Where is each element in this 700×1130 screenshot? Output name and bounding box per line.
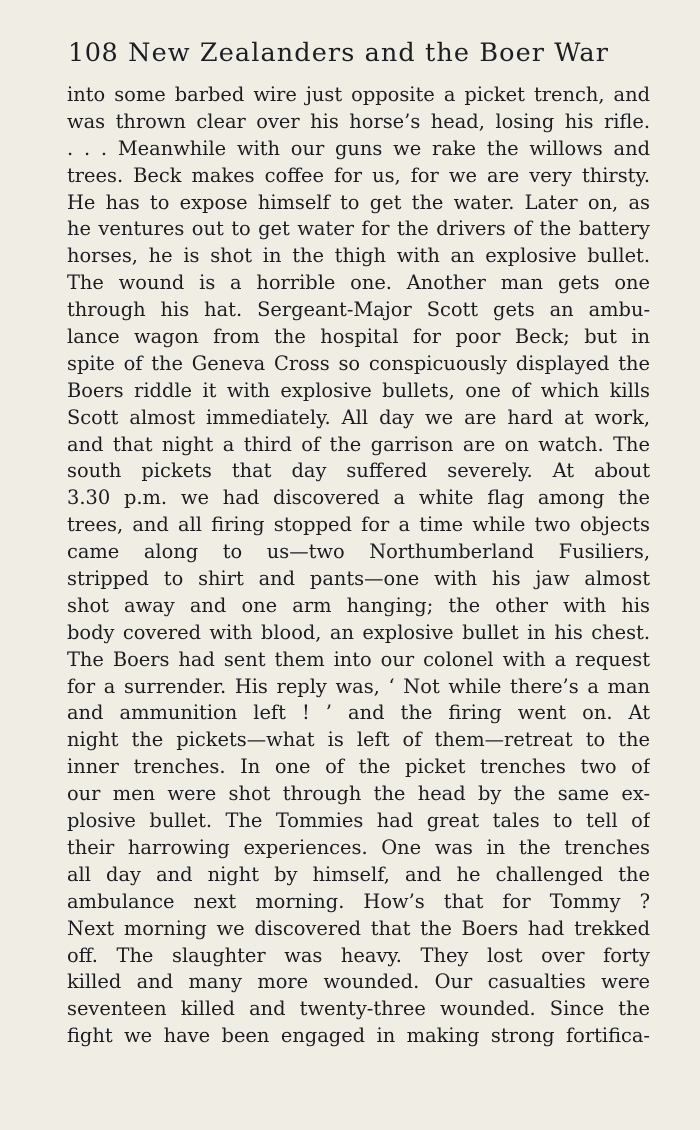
text-line: for a surrender. His reply was, ‘ Not while there’s a man <box>67 674 650 698</box>
text-line: Boers riddle it with explosive bullets, one of which kills <box>67 378 650 402</box>
text-line: into some barbed wire just opposite a picket trench, and <box>67 83 650 106</box>
page-number: 108 <box>68 38 119 68</box>
text-line: The Boers had sent them into our colonel with a request <box>67 647 650 671</box>
text-line: He has to expose himself to get the water. Later on, as <box>67 190 650 214</box>
body-text <box>67 82 650 1050</box>
page-header <box>68 36 648 70</box>
text-line: lance wagon from the hospital for poor Beck; but in <box>67 325 650 349</box>
text-line: their harrowing experiences. One was in the trenches <box>67 835 650 859</box>
text-line: plosive bullet. The Tommies had great tales to tell of <box>67 809 650 833</box>
text-line: our men were shot through the head by the same ex- <box>67 782 650 806</box>
text-line: trees, and all firing stopped for a time while two objects <box>67 513 650 537</box>
text-line: shot away and one arm hanging; the other with his <box>67 593 650 617</box>
text-line: and ammunition left ! ’ and the firing went on. At <box>67 701 650 725</box>
text-line: spite of the Geneva Cross so conspicuously displayed the <box>67 351 650 375</box>
text-line: stripped to shirt and pants—one with his jaw almost <box>67 567 650 591</box>
text-line: The wound is a horrible one. Another man gets one <box>67 271 650 295</box>
text-line: off. The slaughter was heavy. They lost over forty <box>67 943 650 967</box>
text-line: came along to us—two Northumberland Fusiliers, <box>67 540 650 564</box>
text-line: was thrown clear over his horse’s head, losing his rifle. <box>67 109 650 133</box>
text-line: and that night a third of the garrison are on watch. The <box>67 432 650 456</box>
text-line: body covered with blood, an explosive bullet in his chest. <box>67 620 650 644</box>
text-line: he ventures out to get water for the drivers of the battery <box>67 217 650 241</box>
text-line: . . . Meanwhile with our guns we rake the willows and <box>67 136 650 160</box>
text-line: killed and many more wounded. Our casualties were <box>67 970 650 994</box>
text-line: trees. Beck makes coffee for us, for we are very thirsty. <box>67 163 650 187</box>
text-line: night the pickets—what is left of them—retreat to the <box>67 728 650 752</box>
text-line: south pickets that day suffered severely. At about <box>67 459 650 483</box>
running-title: New Zealanders and the Boer War <box>128 38 609 68</box>
text-line: all day and night by himself, and he challenged the <box>67 862 650 886</box>
text-line: 3.30 p.m. we had discovered a white flag among the <box>67 486 650 510</box>
text-line: Next morning we discovered that the Boers had trekked <box>67 916 650 940</box>
text-line: fight we have been engaged in making strong fortifica- <box>67 1024 650 1048</box>
text-line: inner trenches. In one of the picket trenches two of <box>67 755 650 779</box>
text-line: horses, he is shot in the thigh with an explosive bullet. <box>67 244 650 268</box>
text-line: ambulance next morning. How’s that for Tommy ? <box>67 889 650 913</box>
text-line: through his hat. Sergeant-Major Scott gets an ambu- <box>67 298 650 322</box>
text-line: Scott almost immediately. All day we are hard at work, <box>67 405 650 429</box>
text-line: seventeen killed and twenty-three wounded. Since the <box>67 997 650 1021</box>
